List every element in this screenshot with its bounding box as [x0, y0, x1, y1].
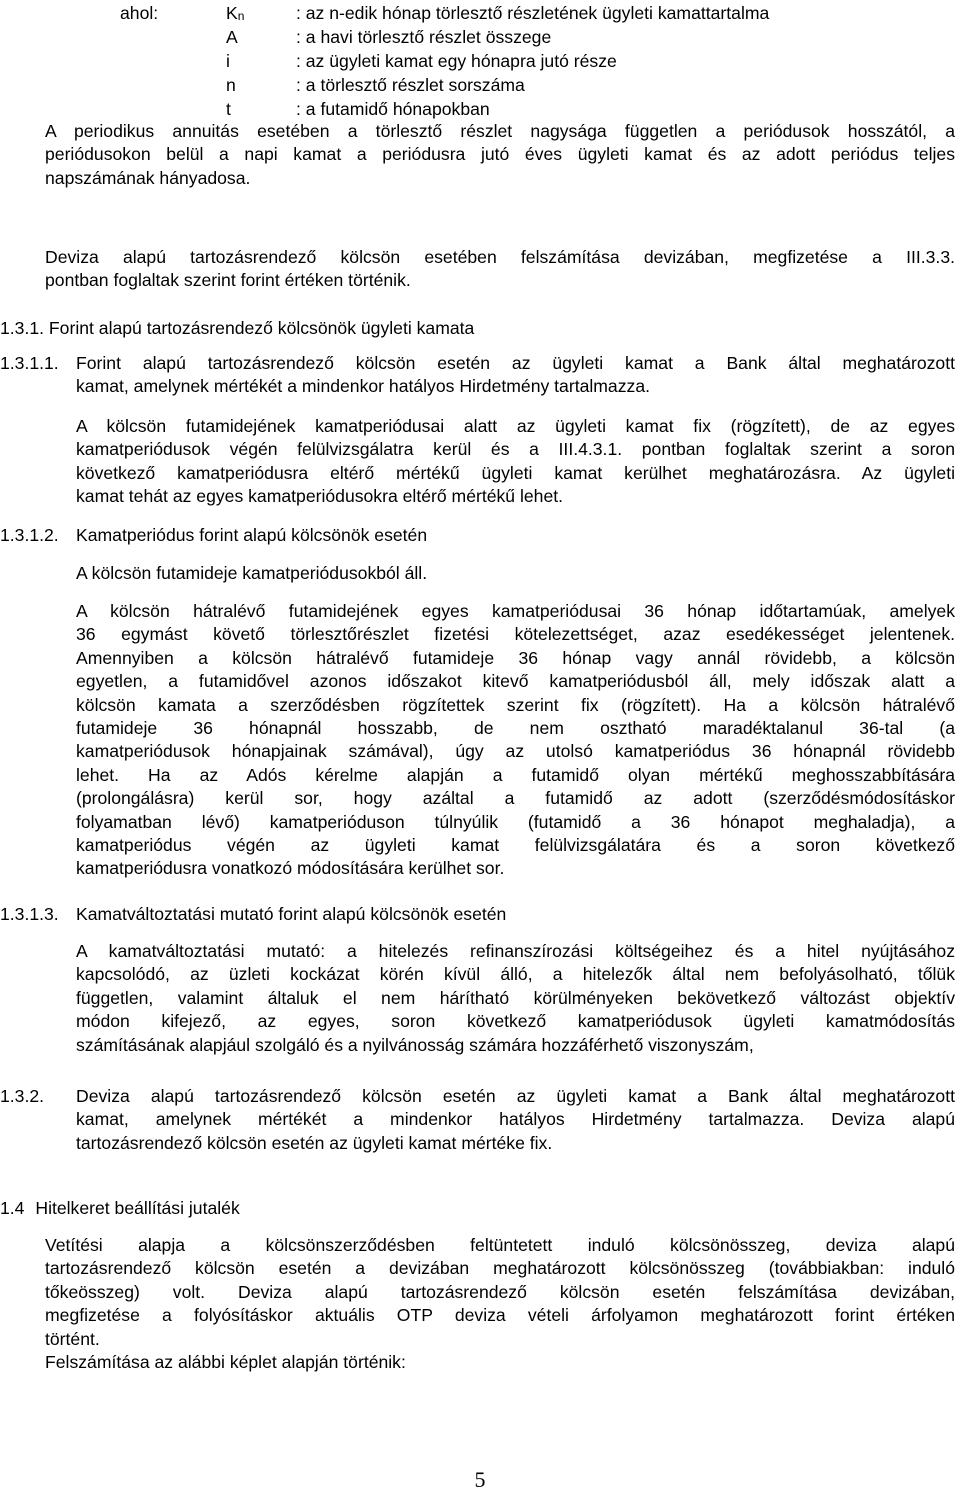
text-line: módon kifejező, az egyes, soron következő kamatperiódusok ügyleti kamatmódosítás	[76, 1011, 955, 1032]
definitions-label: ahol:	[120, 3, 159, 23]
text-line: lehet. Ha az Adós kérelme alapján a futamidő olyan mértékű meghosszabbítására	[76, 764, 955, 785]
section-number: 1.3.2.	[0, 1086, 45, 1106]
text-line: kamat tehát az egyes kamatperiódusokra eltérő mértékű lehet.	[76, 486, 564, 507]
symbol: n	[226, 75, 236, 95]
text-line: tőkeösszeg) volt. Deviza alapú tartozásrendező kölcsön esetén felszámítása devizában,	[45, 1281, 955, 1302]
section-title: Kamatperiódus forint alapú kölcsönök esetén	[76, 525, 428, 545]
text-line: kamatperiódusra vonatkozó módosítására kerülhet sor.	[76, 858, 505, 879]
symbol-description: : a törlesztő részlet sorszáma	[296, 75, 525, 95]
text-line: Amennyiben a kölcsön hátralévő futamideje 36 hónap vagy annál rövidebb, a kölcsön	[76, 647, 955, 668]
page-number: 5	[474, 1467, 486, 1492]
rate-change-indicator-paragraph	[76, 940, 955, 1057]
text-line: kamat, amelynek mértékét a mindenkor hatályos Hirdetmény tartalmazza. Deviza alapú	[76, 1109, 955, 1130]
text-line: számításának alapjául szolgáló és a nyilvánosság számára hozzáférhető viszonyszám,	[76, 1034, 754, 1055]
section-1-3-2	[0, 1085, 960, 1155]
text-line: kölcsön kamata a szerződésben rögzítettek szerint fix (rögzített). Ha a kölcsön hátralévő	[76, 694, 955, 715]
section-title: Kamatváltoztatási mutató forint alapú kölcsönök esetén	[76, 904, 507, 924]
text-line: kapcsolódó, az üzleti kockázat körén kívül álló, a hitelezők által nem befolyásolható, tőlük	[76, 964, 955, 985]
text-line: kamatperiódusok végén felülvizsgálatra kerül és a III.4.3.1. pontban foglaltak szerint a soron	[76, 439, 955, 460]
text-line: A kölcsön futamidejének kamatperiódusai alatt az ügyleti kamat fix (rögzített), de az egyes	[76, 416, 955, 436]
text-line: történt.	[45, 1328, 100, 1349]
symbol-description: : az ügyleti kamat egy hónapra jutó része	[296, 51, 617, 71]
section-number: 1.3.1.2.	[0, 525, 59, 545]
definition-row	[120, 97, 900, 121]
definition-row	[120, 73, 900, 97]
symbol: t	[226, 99, 231, 119]
text-line: A periodikus annuitás esetében a törlesztő részlet nagysága független a periódusok hosszától, a	[45, 121, 955, 141]
interest-period-intro: A kölcsön futamideje kamatperiódusokból áll.	[76, 563, 428, 583]
text-line: A kamatváltoztatási mutató: a hitelezés refinanszírozási költségeihez és a hitel nyújtásához	[76, 941, 955, 961]
symbol-description: : a futamidő hónapokban	[296, 99, 490, 119]
text-line: kamatperiódusok hónapjainak számával), úgy az utolsó kamatperiódus 36 hónapnál rövidebb	[76, 741, 955, 762]
text-line: kamatperiódus végén az ügyleti kamat felülvizsgálatára és a soron következő	[76, 835, 955, 856]
variable-definitions	[120, 1, 900, 121]
text-line: tartozásrendező kölcsön esetén a devizában meghatározott kölcsönösszeg (továbbiakban: induló	[45, 1258, 955, 1279]
symbol: i	[226, 51, 230, 71]
section-heading-1-3-1-3	[0, 903, 960, 926]
text-line: következő kamatperiódusra eltérő mértékű ügyleti kamat kerülhet meghatározásra. Az ügyleti	[76, 462, 955, 483]
symbol-description: : a havi törlesztő részlet összege	[296, 27, 552, 47]
text-line: megfizetése a folyósításkor aktuális OTP deviza vételi árfolyamon meghatározott forint értéken	[45, 1305, 955, 1326]
text-line: független, valamint általuk el nem hárítható körülményeken bekövetkező változást objektív	[76, 987, 955, 1008]
section-number: 1.3.1.	[0, 318, 45, 338]
symbol: A	[226, 27, 238, 47]
formula-intro: Felszámítása az alábbi képlet alapján történik:	[45, 1352, 406, 1372]
section-heading-1-3-1-2	[0, 524, 960, 547]
text-line: 36 egymást követő törlesztőrészlet fizetési kötelezettséget, azaz esedékességet jelentenek.	[76, 624, 955, 645]
section-1-3-1-1	[0, 352, 960, 399]
text-line: A kölcsön hátralévő futamidejének egyes kamatperiódusai 36 hónap időtartamúak, amelyek	[76, 601, 955, 621]
text-line: kamat, amelynek mértékét a mindenkor hatályos Hirdetmény tartalmazza.	[76, 376, 650, 397]
definition-row	[120, 49, 900, 73]
section-title: Hitelkeret beállítási jutalék	[35, 1198, 240, 1218]
section-number: 1.4	[0, 1198, 25, 1218]
foreign-currency-paragraph	[45, 246, 955, 293]
commitment-fee-paragraph	[45, 1234, 955, 1351]
text-line: (prolongálásra) kerül sor, hogy azáltal a futamidő az adott (szerződésmódosításkor	[76, 788, 955, 809]
text-line: folyamatban lévő) kamatperióduson túlnyúlik (futamidő a 36 hónapot meghaladja), a	[76, 811, 955, 832]
text-line: Forint alapú tartozásrendező kölcsön esetén az ügyleti kamat a Bank által meghatározott	[76, 353, 955, 373]
text-line: Vetítési alapja a kölcsönszerződésben feltüntetett induló kölcsönösszeg, deviza alapú	[45, 1235, 955, 1255]
section-heading-1-4	[0, 1197, 960, 1220]
text-line: periódusokon belül a napi kamat a periódusra jutó éves ügyleti kamat és az adott periódus teljes	[45, 144, 955, 165]
symbol: $K_n$	[226, 3, 245, 23]
text-line: egyetlen, a futamidővel azonos időszakot kitevő kamatperiódusból áll, mely időszak alatt a	[76, 671, 955, 692]
fixed-interest-paragraph	[76, 415, 955, 509]
text-line: pontban foglaltak szerint forint értéken történik.	[45, 270, 411, 291]
text-line: Deviza alapú tartozásrendező kölcsön esetén az ügyleti kamat a Bank által meghatározott	[76, 1086, 955, 1106]
section-title: Forint alapú tartozásrendező kölcsönök ügyleti kamata	[48, 318, 475, 338]
text-line: futamideje 36 hónapnál hosszabb, de nem osztható maradéktalanul 36-tal (a	[76, 718, 955, 739]
section-number: 1.3.1.3.	[0, 904, 59, 924]
text-line: napszámának hányadosa.	[45, 167, 251, 188]
text-line: tartozásrendező kölcsön esetén az ügyleti kamat mértéke fix.	[76, 1132, 553, 1153]
symbol-description: : az n-edik hónap törlesztő részletének ügyleti kamattartalma	[296, 3, 770, 23]
definition-row	[120, 25, 900, 49]
section-heading-1-3-1	[0, 317, 960, 340]
text-line: Deviza alapú tartozásrendező kölcsön esetében felszámítása devizában, megfizetése a III.3.3.	[45, 247, 955, 267]
definition-row	[120, 1, 900, 25]
periodic-annuity-paragraph	[45, 120, 955, 190]
section-number: 1.3.1.1.	[0, 353, 59, 373]
interest-period-paragraph	[76, 600, 955, 881]
